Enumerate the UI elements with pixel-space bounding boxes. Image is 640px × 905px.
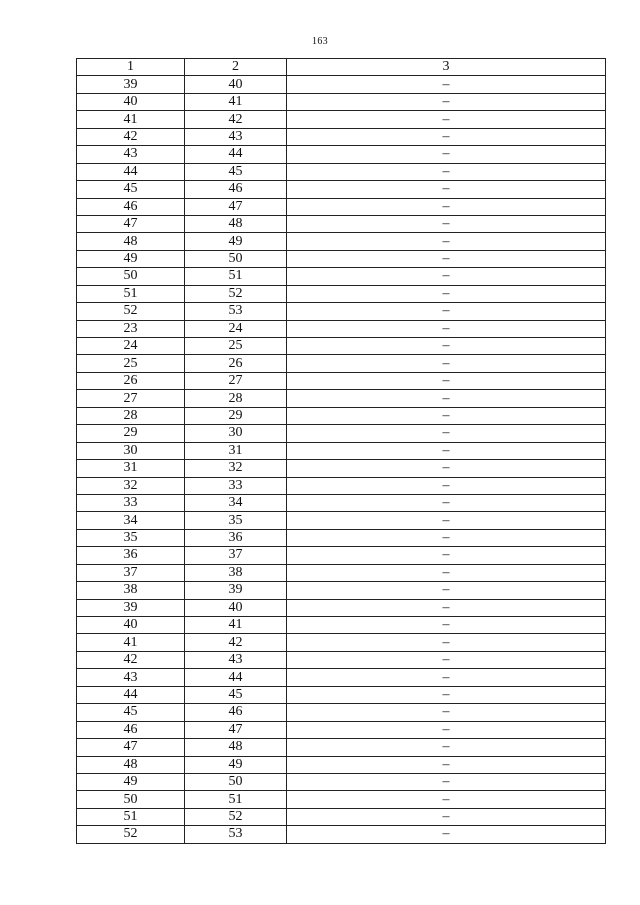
table-cell: –: [287, 651, 606, 668]
table-row: [77, 146, 606, 163]
column-header: 3: [287, 59, 606, 76]
table-cell: –: [287, 739, 606, 756]
table-cell: 47: [77, 739, 185, 756]
table-row: [77, 756, 606, 773]
table-row: [77, 617, 606, 634]
table-cell: 47: [77, 215, 185, 232]
table-cell: 49: [77, 773, 185, 790]
table-cell: –: [287, 826, 606, 843]
table-cell: 38: [77, 582, 185, 599]
table-cell: 42: [185, 634, 287, 651]
table-cell: 46: [77, 721, 185, 738]
table-cell: 45: [77, 704, 185, 721]
table-row: [77, 128, 606, 145]
table-cell: 40: [77, 617, 185, 634]
table-cell: 50: [185, 773, 287, 790]
table-cell: –: [287, 721, 606, 738]
table-cell: 27: [185, 372, 287, 389]
table-cell: 37: [77, 564, 185, 581]
table-row: [77, 320, 606, 337]
table-row: [77, 163, 606, 180]
table-cell: –: [287, 599, 606, 616]
table-cell: –: [287, 285, 606, 302]
table-cell: –: [287, 320, 606, 337]
table-row: [77, 355, 606, 372]
table-cell: –: [287, 76, 606, 93]
table-row: [77, 686, 606, 703]
table-cell: –: [287, 704, 606, 721]
table-cell: –: [287, 477, 606, 494]
table-cell: 47: [185, 721, 287, 738]
table-cell: –: [287, 460, 606, 477]
table-row: [77, 285, 606, 302]
column-header: 1: [77, 59, 185, 76]
table-row: [77, 599, 606, 616]
table-cell: 32: [77, 477, 185, 494]
table-cell: 34: [185, 494, 287, 511]
table-cell: 49: [185, 756, 287, 773]
table-cell: –: [287, 355, 606, 372]
table-cell: 25: [77, 355, 185, 372]
table-cell: 32: [185, 460, 287, 477]
table-row: [77, 808, 606, 825]
table-cell: 45: [185, 163, 287, 180]
data-table: [76, 58, 606, 844]
table-row: [77, 407, 606, 424]
table-row: [77, 494, 606, 511]
table-cell: 30: [185, 425, 287, 442]
table-cell: 48: [77, 233, 185, 250]
table-cell: 50: [77, 791, 185, 808]
table-cell: –: [287, 338, 606, 355]
table-row: [77, 198, 606, 215]
table-cell: 49: [77, 250, 185, 267]
table-row: [77, 268, 606, 285]
table-cell: 43: [77, 669, 185, 686]
table-cell: 40: [77, 93, 185, 110]
table-cell: 50: [77, 268, 185, 285]
table-cell: 44: [77, 163, 185, 180]
table-cell: –: [287, 582, 606, 599]
table-row: [77, 250, 606, 267]
table-row: [77, 721, 606, 738]
table-cell: 35: [185, 512, 287, 529]
table-cell: –: [287, 442, 606, 459]
table-row: [77, 529, 606, 546]
table-row: [77, 826, 606, 843]
table-row: [77, 303, 606, 320]
table-cell: 50: [185, 250, 287, 267]
table-cell: –: [287, 686, 606, 703]
table-row: [77, 669, 606, 686]
table-cell: 51: [185, 791, 287, 808]
table-row: [77, 477, 606, 494]
table-row: [77, 704, 606, 721]
table-body: [77, 76, 606, 843]
table-cell: –: [287, 111, 606, 128]
table-cell: 24: [185, 320, 287, 337]
table-cell: 48: [185, 739, 287, 756]
table-cell: 43: [185, 651, 287, 668]
header-row: [77, 59, 606, 76]
table-cell: 29: [77, 425, 185, 442]
table-cell: 30: [77, 442, 185, 459]
table-row: [77, 442, 606, 459]
table-cell: 40: [185, 76, 287, 93]
table-row: [77, 739, 606, 756]
table-row: [77, 773, 606, 790]
table-cell: –: [287, 128, 606, 145]
table-row: [77, 233, 606, 250]
table-cell: 48: [77, 756, 185, 773]
table-row: [77, 564, 606, 581]
table-cell: 34: [77, 512, 185, 529]
table-cell: 48: [185, 215, 287, 232]
table-cell: –: [287, 146, 606, 163]
table-cell: –: [287, 233, 606, 250]
table-cell: 33: [77, 494, 185, 511]
table-cell: 37: [185, 547, 287, 564]
table-row: [77, 582, 606, 599]
table-cell: –: [287, 512, 606, 529]
table-cell: 45: [77, 181, 185, 198]
table-cell: 53: [185, 303, 287, 320]
table-cell: –: [287, 564, 606, 581]
table-cell: 27: [77, 390, 185, 407]
table-cell: –: [287, 303, 606, 320]
table-cell: 39: [185, 582, 287, 599]
table-cell: 42: [77, 128, 185, 145]
table-row: [77, 76, 606, 93]
table-row: [77, 338, 606, 355]
table-cell: 36: [77, 547, 185, 564]
table-cell: 51: [77, 285, 185, 302]
table-cell: 47: [185, 198, 287, 215]
table-cell: 52: [185, 808, 287, 825]
table-cell: 46: [185, 704, 287, 721]
table-cell: 28: [185, 390, 287, 407]
table-cell: 40: [185, 599, 287, 616]
table-cell: 31: [77, 460, 185, 477]
table-cell: –: [287, 773, 606, 790]
table-cell: 35: [77, 529, 185, 546]
table-cell: 23: [77, 320, 185, 337]
table-row: [77, 547, 606, 564]
table-row: [77, 460, 606, 477]
table-row: [77, 111, 606, 128]
table-cell: 43: [77, 146, 185, 163]
table-row: [77, 390, 606, 407]
table-cell: 51: [77, 808, 185, 825]
table-cell: –: [287, 181, 606, 198]
table-row: [77, 215, 606, 232]
table-cell: 25: [185, 338, 287, 355]
table-row: [77, 634, 606, 651]
table-cell: 52: [77, 303, 185, 320]
table-cell: 31: [185, 442, 287, 459]
table-cell: –: [287, 529, 606, 546]
table-cell: –: [287, 547, 606, 564]
table-cell: 43: [185, 128, 287, 145]
table-cell: –: [287, 756, 606, 773]
table-cell: –: [287, 791, 606, 808]
table-row: [77, 791, 606, 808]
table-cell: 29: [185, 407, 287, 424]
table-cell: –: [287, 268, 606, 285]
table-cell: 41: [185, 93, 287, 110]
table-cell: 49: [185, 233, 287, 250]
table-cell: –: [287, 669, 606, 686]
table-cell: –: [287, 372, 606, 389]
column-header: 2: [185, 59, 287, 76]
table-cell: 24: [77, 338, 185, 355]
table-cell: 42: [77, 651, 185, 668]
table-cell: –: [287, 634, 606, 651]
table-cell: 46: [185, 181, 287, 198]
table-cell: –: [287, 425, 606, 442]
table-cell: –: [287, 198, 606, 215]
page-number: 163: [312, 36, 328, 47]
table-cell: –: [287, 250, 606, 267]
table-cell: 51: [185, 268, 287, 285]
table-cell: 41: [185, 617, 287, 634]
table-cell: 26: [77, 372, 185, 389]
table-cell: 46: [77, 198, 185, 215]
table-cell: 42: [185, 111, 287, 128]
table-cell: –: [287, 617, 606, 634]
table-cell: 52: [77, 826, 185, 843]
table-cell: 39: [77, 599, 185, 616]
table-cell: 38: [185, 564, 287, 581]
table-cell: 52: [185, 285, 287, 302]
table-cell: –: [287, 808, 606, 825]
table-cell: 28: [77, 407, 185, 424]
table-cell: 44: [185, 146, 287, 163]
table-cell: –: [287, 93, 606, 110]
table-cell: –: [287, 494, 606, 511]
table-cell: 41: [77, 634, 185, 651]
table-row: [77, 512, 606, 529]
table-cell: –: [287, 163, 606, 180]
table-cell: 33: [185, 477, 287, 494]
table-row: [77, 651, 606, 668]
table-cell: 44: [77, 686, 185, 703]
table-cell: 44: [185, 669, 287, 686]
table-row: [77, 93, 606, 110]
table-cell: –: [287, 407, 606, 424]
table-row: [77, 425, 606, 442]
table-cell: 45: [185, 686, 287, 703]
table-cell: 26: [185, 355, 287, 372]
table-cell: 41: [77, 111, 185, 128]
table-cell: 39: [77, 76, 185, 93]
table-row: [77, 372, 606, 389]
table-cell: –: [287, 215, 606, 232]
table-cell: 36: [185, 529, 287, 546]
table-row: [77, 181, 606, 198]
table-cell: 53: [185, 826, 287, 843]
table-cell: –: [287, 390, 606, 407]
